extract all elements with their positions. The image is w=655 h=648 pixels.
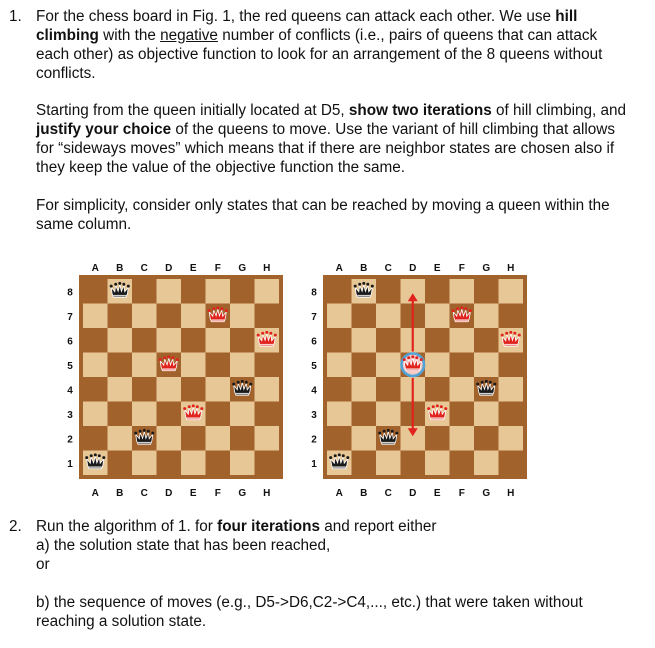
left-square-C1 — [132, 451, 157, 476]
right-square-F8 — [450, 279, 475, 304]
right-rank-label-3: 3 — [311, 409, 317, 421]
right-square-G2 — [474, 426, 499, 451]
left-square-B4 — [108, 377, 133, 402]
left-square-A8 — [83, 279, 108, 304]
right-square-D1 — [401, 451, 426, 476]
right-square-A8 — [327, 279, 352, 304]
right-file-label-top-D: D — [409, 263, 417, 274]
right-square-F1 — [450, 451, 475, 476]
right-square-G8 — [474, 279, 499, 304]
left-square-H5 — [255, 353, 280, 378]
q1-p2-bold-show-two-iterations: show two iterations — [348, 102, 492, 119]
left-square-B2 — [108, 426, 133, 451]
q2-text-c: and report either — [319, 518, 437, 535]
left-square-E8 — [181, 279, 206, 304]
right-square-A2 — [327, 426, 352, 451]
chess-board-left — [67, 263, 283, 499]
right-rank-label-7: 7 — [311, 311, 317, 323]
right-square-E1 — [425, 451, 450, 476]
right-square-A5 — [327, 353, 352, 378]
left-square-F2 — [206, 426, 231, 451]
right-file-label-bottom-H: H — [507, 488, 515, 499]
right-square-F2 — [450, 426, 475, 451]
question-2-option-b: b) the sequence of moves (e.g., D5->D6,C2->C4,..., etc.) that were taken without reaching a solution state. — [36, 594, 583, 630]
left-square-B1 — [108, 451, 133, 476]
left-square-F1 — [206, 451, 231, 476]
right-square-G1 — [474, 451, 499, 476]
q1-p1-text-c: with the — [98, 27, 161, 44]
q1-p1-bold-hill-climbing: hill climbing — [36, 8, 578, 44]
left-square-D8 — [157, 279, 182, 304]
right-square-G6 — [474, 328, 499, 353]
left-file-label-bottom-H: H — [263, 488, 271, 499]
q1-p1-underline-negative: negative — [160, 27, 218, 44]
left-square-H7 — [255, 304, 280, 329]
right-square-H1 — [499, 451, 524, 476]
left-square-B7 — [108, 304, 133, 329]
left-file-label-bottom-F: F — [214, 488, 221, 499]
right-square-C1 — [376, 451, 401, 476]
right-square-A4 — [327, 377, 352, 402]
right-square-E2 — [425, 426, 450, 451]
left-file-label-top-H: H — [263, 263, 271, 274]
left-rank-label-7: 7 — [67, 311, 73, 323]
left-square-F4 — [206, 377, 231, 402]
left-rank-label-6: 6 — [67, 336, 73, 348]
left-square-G7 — [230, 304, 255, 329]
right-file-label-bottom-B: B — [360, 488, 368, 499]
left-square-G5 — [230, 353, 255, 378]
right-file-label-top-A: A — [335, 263, 343, 274]
right-square-B5 — [352, 353, 377, 378]
right-square-H2 — [499, 426, 524, 451]
right-file-label-top-G: G — [482, 263, 491, 274]
right-square-H7 — [499, 304, 524, 329]
q1-p2-text-c: of hill climbing, and — [491, 102, 627, 119]
right-square-B2 — [352, 426, 377, 451]
left-square-B5 — [108, 353, 133, 378]
left-file-label-bottom-G: G — [238, 488, 247, 499]
left-square-C4 — [132, 377, 157, 402]
right-file-label-bottom-A: A — [335, 488, 343, 499]
right-square-E4 — [425, 377, 450, 402]
left-file-label-bottom-A: A — [91, 488, 99, 499]
question-2-number: 2. — [9, 518, 22, 535]
left-file-label-top-G: G — [238, 263, 247, 274]
question-2-option-a: a) the solution state that has been reached, — [36, 537, 331, 554]
right-square-A6 — [327, 328, 352, 353]
left-square-B3 — [108, 402, 133, 427]
left-square-F5 — [206, 353, 231, 378]
left-rank-label-4: 4 — [67, 385, 73, 397]
right-file-label-top-F: F — [458, 263, 465, 274]
right-file-label-top-H: H — [507, 263, 515, 274]
question-2-line-1 — [36, 517, 636, 536]
question-1-paragraph-3: For simplicity, consider only states that can be reached by moving a queen within the same column. — [36, 197, 610, 233]
left-rank-label-5: 5 — [67, 360, 73, 372]
left-file-label-bottom-B: B — [116, 488, 124, 499]
right-square-B1 — [352, 451, 377, 476]
left-square-C7 — [132, 304, 157, 329]
right-rank-label-1: 1 — [311, 458, 317, 470]
right-square-E7 — [425, 304, 450, 329]
right-square-E8 — [425, 279, 450, 304]
right-rank-label-6: 6 — [311, 336, 317, 348]
left-square-F8 — [206, 279, 231, 304]
left-square-C6 — [132, 328, 157, 353]
right-square-A7 — [327, 304, 352, 329]
right-file-label-bottom-D: D — [409, 488, 417, 499]
right-file-label-top-E: E — [433, 263, 441, 274]
left-square-G6 — [230, 328, 255, 353]
right-file-label-bottom-F: F — [458, 488, 465, 499]
left-square-H8 — [255, 279, 280, 304]
q2-text-a: Run the algorithm of 1. for — [36, 518, 218, 535]
left-square-F3 — [206, 402, 231, 427]
right-square-C5 — [376, 353, 401, 378]
right-rank-label-8: 8 — [311, 287, 317, 299]
left-square-H3 — [255, 402, 280, 427]
right-square-F5 — [450, 353, 475, 378]
q1-p2-bold-justify-your-choice: justify your choice — [36, 121, 172, 138]
right-square-C7 — [376, 304, 401, 329]
right-square-G7 — [474, 304, 499, 329]
left-file-label-top-C: C — [140, 263, 148, 274]
left-square-A5 — [83, 353, 108, 378]
left-file-label-top-D: D — [165, 263, 173, 274]
left-rank-label-3: 3 — [67, 409, 73, 421]
left-square-G1 — [230, 451, 255, 476]
question-1-number: 1. — [9, 8, 22, 25]
left-square-D3 — [157, 402, 182, 427]
left-square-E1 — [181, 451, 206, 476]
right-square-B3 — [352, 402, 377, 427]
right-square-G5 — [474, 353, 499, 378]
left-square-E2 — [181, 426, 206, 451]
left-file-label-top-E: E — [189, 263, 197, 274]
right-rank-label-5: 5 — [311, 360, 317, 372]
left-square-C5 — [132, 353, 157, 378]
left-square-H1 — [255, 451, 280, 476]
right-square-C3 — [376, 402, 401, 427]
left-square-C3 — [132, 402, 157, 427]
q1-p2-text-a: Starting from the queen initially located at D5, — [36, 102, 349, 119]
left-square-G2 — [230, 426, 255, 451]
left-square-H2 — [255, 426, 280, 451]
q1-p2-text-e: of the queens to move. Use the variant of hill climbing that allows for “sideways moves” which means that if there are neighbor states are chosen also if they keep the value of the objective function the same. — [36, 121, 615, 176]
q1-p1-text-e: number of conflicts (i.e., pairs of queens that can attack each other) as objective function to look for an arrangement of the 8 queens without conflicts. — [36, 27, 603, 82]
left-square-E6 — [181, 328, 206, 353]
right-square-A3 — [327, 402, 352, 427]
right-square-B7 — [352, 304, 377, 329]
right-square-H5 — [499, 353, 524, 378]
right-file-label-top-C: C — [384, 263, 392, 274]
left-file-label-top-B: B — [116, 263, 124, 274]
right-square-F4 — [450, 377, 475, 402]
right-square-B6 — [352, 328, 377, 353]
right-square-H3 — [499, 402, 524, 427]
left-square-A2 — [83, 426, 108, 451]
left-square-A3 — [83, 402, 108, 427]
right-square-C4 — [376, 377, 401, 402]
left-square-G8 — [230, 279, 255, 304]
left-file-label-bottom-C: C — [140, 488, 148, 499]
left-file-label-top-A: A — [91, 263, 99, 274]
right-square-F6 — [450, 328, 475, 353]
right-file-label-top-B: B — [360, 263, 368, 274]
left-square-D1 — [157, 451, 182, 476]
right-square-H4 — [499, 377, 524, 402]
left-square-A4 — [83, 377, 108, 402]
left-square-E7 — [181, 304, 206, 329]
right-square-C6 — [376, 328, 401, 353]
right-square-F3 — [450, 402, 475, 427]
right-rank-label-2: 2 — [311, 434, 317, 446]
left-square-B6 — [108, 328, 133, 353]
right-square-H8 — [499, 279, 524, 304]
right-square-E6 — [425, 328, 450, 353]
question-2-or: or — [36, 556, 50, 573]
q2-bold-four-iterations: four iterations — [217, 518, 320, 535]
left-square-D6 — [157, 328, 182, 353]
left-square-D2 — [157, 426, 182, 451]
right-file-label-bottom-C: C — [384, 488, 392, 499]
left-square-D7 — [157, 304, 182, 329]
right-square-C8 — [376, 279, 401, 304]
right-file-label-bottom-G: G — [482, 488, 491, 499]
left-square-E4 — [181, 377, 206, 402]
left-file-label-bottom-E: E — [189, 488, 197, 499]
left-square-E5 — [181, 353, 206, 378]
left-square-A6 — [83, 328, 108, 353]
chess-board-right — [311, 263, 527, 499]
right-file-label-bottom-E: E — [433, 488, 441, 499]
left-rank-label-2: 2 — [67, 434, 73, 446]
left-square-G3 — [230, 402, 255, 427]
left-square-F6 — [206, 328, 231, 353]
left-square-A7 — [83, 304, 108, 329]
left-rank-label-8: 8 — [67, 287, 73, 299]
left-square-D4 — [157, 377, 182, 402]
q1-p1-text-a: For the chess board in Fig. 1, the red queens can attack each other. We use — [36, 8, 556, 25]
left-square-H4 — [255, 377, 280, 402]
right-square-E5 — [425, 353, 450, 378]
left-square-C8 — [132, 279, 157, 304]
left-file-label-top-F: F — [214, 263, 221, 274]
left-file-label-bottom-D: D — [165, 488, 173, 499]
right-rank-label-4: 4 — [311, 385, 317, 397]
left-rank-label-1: 1 — [67, 458, 73, 470]
right-square-B4 — [352, 377, 377, 402]
right-square-G3 — [474, 402, 499, 427]
